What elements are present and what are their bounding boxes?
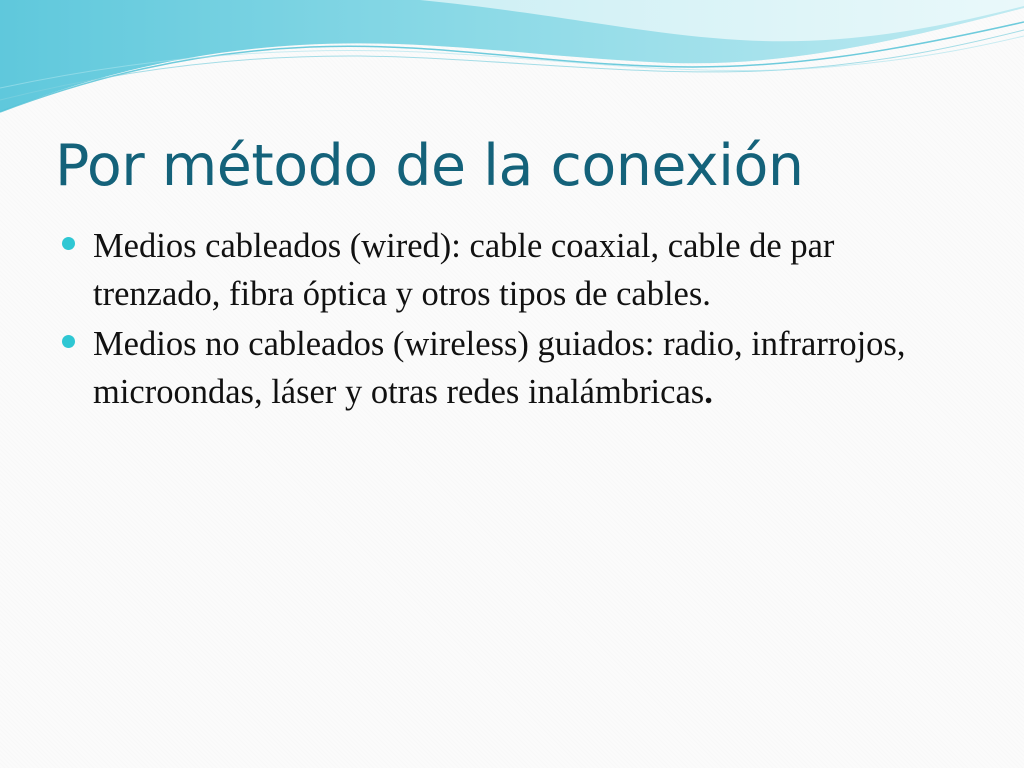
slide-title: Por método de la conexión xyxy=(55,133,804,199)
bullet-item xyxy=(62,222,962,318)
bullet-list xyxy=(62,222,962,418)
bullet-suffix: . xyxy=(704,373,713,411)
header-wave-decoration xyxy=(0,0,1024,130)
bullet-dot-icon xyxy=(62,237,75,250)
bullet-text: Medios no cableados (wireless) guiados: radio, infrarrojos, microondas, láser y otras redes inalámbricas xyxy=(93,325,906,411)
bullet-dot-icon xyxy=(62,335,75,348)
bullet-text: Medios cableados (wired): cable coaxial, cable de par trenzado, fibra óptica y otros tipos de cables. xyxy=(93,227,835,313)
bullet-item xyxy=(62,320,962,416)
